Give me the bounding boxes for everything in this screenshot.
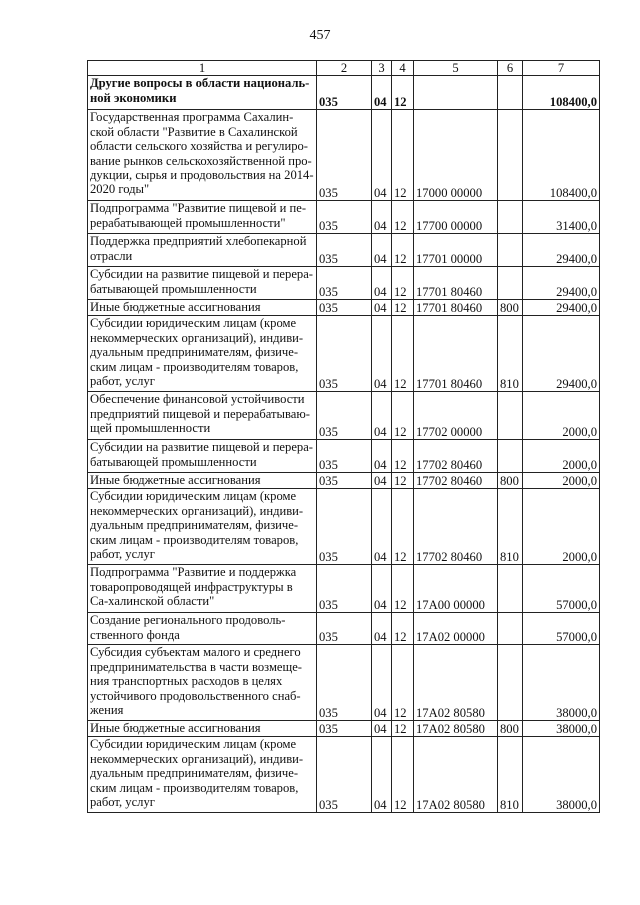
row-name: Государственная программа Сахалин-ской области "Развитие в Сахалинской области сельского хозяйства и регулиро-вание рынков сельскохозяйственной про-дукции, сырья и продовольствия на 2014-2020 годы": [88, 110, 317, 201]
row-amount: 29400,0: [523, 267, 600, 300]
row-expense-type-code: [498, 110, 523, 201]
row-target-code: 17701 80460: [414, 316, 498, 392]
row-ministry-code: 035: [317, 645, 372, 721]
row-expense-type-code: [498, 613, 523, 645]
column-header-target: 5: [414, 61, 498, 76]
row-amount: 57000,0: [523, 565, 600, 613]
row-section-code: 04: [372, 300, 392, 316]
table-row: [88, 737, 600, 813]
row-expense-type-code: 810: [498, 489, 523, 565]
row-target-code: 17701 80460: [414, 267, 498, 300]
row-subsection-code: 12: [392, 737, 414, 813]
row-subsection-code: 12: [392, 613, 414, 645]
row-section-code: 04: [372, 721, 392, 737]
row-name: Иные бюджетные ассигнования: [88, 721, 317, 737]
table-row: [88, 613, 600, 645]
row-section-code: 04: [372, 267, 392, 300]
row-subsection-code: 12: [392, 110, 414, 201]
row-amount: 29400,0: [523, 300, 600, 316]
row-target-code: 17А02 80580: [414, 721, 498, 737]
row-name: Субсидии юридическим лицам (кроме некоммерческих организаций), индиви-дуальным предпринимателям, физиче-ским лицам - производителям товаров, работ, услуг: [88, 489, 317, 565]
row-name: Поддержка предприятий хлебопекарной отрасли: [88, 234, 317, 267]
row-target-code: 17701 00000: [414, 234, 498, 267]
row-name: Другие вопросы в области националь-ной экономики: [88, 76, 317, 110]
table-row: [88, 316, 600, 392]
row-ministry-code: 035: [317, 392, 372, 440]
row-subsection-code: 12: [392, 721, 414, 737]
row-subsection-code: 12: [392, 300, 414, 316]
row-target-code: 17702 80460: [414, 489, 498, 565]
row-amount: 57000,0: [523, 613, 600, 645]
row-amount: 38000,0: [523, 737, 600, 813]
row-expense-type-code: 800: [498, 473, 523, 489]
table-row: [88, 489, 600, 565]
row-expense-type-code: [498, 267, 523, 300]
row-ministry-code: 035: [317, 316, 372, 392]
row-section-code: 04: [372, 613, 392, 645]
row-ministry-code: 035: [317, 234, 372, 267]
row-section-code: 04: [372, 234, 392, 267]
row-section-code: 04: [372, 201, 392, 234]
row-expense-type-code: [498, 645, 523, 721]
row-name: Иные бюджетные ассигнования: [88, 300, 317, 316]
row-expense-type-code: [498, 234, 523, 267]
row-ministry-code: 035: [317, 201, 372, 234]
row-ministry-code: 035: [317, 440, 372, 473]
row-name: Подпрограмма "Развитие и поддержка товаропроводящей инфраструктуры в Са-халинской области": [88, 565, 317, 613]
table-row: [88, 110, 600, 201]
row-expense-type-code: [498, 201, 523, 234]
row-ministry-code: 035: [317, 721, 372, 737]
row-expense-type-code: 810: [498, 316, 523, 392]
row-amount: 2000,0: [523, 473, 600, 489]
row-name: Субсидии на развитие пищевой и перера-батывающей промышленности: [88, 267, 317, 300]
column-header-expense-type: 6: [498, 61, 523, 76]
row-amount: 29400,0: [523, 316, 600, 392]
row-subsection-code: 12: [392, 201, 414, 234]
table-row: [88, 300, 600, 316]
row-expense-type-code: 810: [498, 737, 523, 813]
row-target-code: 17701 80460: [414, 300, 498, 316]
row-expense-type-code: [498, 440, 523, 473]
row-amount: 108400,0: [523, 76, 600, 110]
row-amount: 29400,0: [523, 234, 600, 267]
row-amount: 2000,0: [523, 489, 600, 565]
row-ministry-code: 035: [317, 473, 372, 489]
row-target-code: 17А02 00000: [414, 613, 498, 645]
row-subsection-code: 12: [392, 316, 414, 392]
row-section-code: 04: [372, 440, 392, 473]
row-section-code: 04: [372, 645, 392, 721]
row-section-code: 04: [372, 565, 392, 613]
row-target-code: 17702 80460: [414, 473, 498, 489]
row-target-code: 17А00 00000: [414, 565, 498, 613]
row-section-code: 04: [372, 392, 392, 440]
table-row: [88, 392, 600, 440]
table-row: [88, 645, 600, 721]
row-name: Субсидии на развитие пищевой и перера-батывающей промышленности: [88, 440, 317, 473]
row-name: Подпрограмма "Развитие пищевой и пе-рерабатывающей промышленности": [88, 201, 317, 234]
row-target-code: [414, 76, 498, 110]
table-row: [88, 565, 600, 613]
budget-table: [87, 60, 600, 813]
row-name: Обеспечение финансовой устойчивости предприятий пищевой и перерабатываю-щей промышленности: [88, 392, 317, 440]
row-target-code: 17702 80460: [414, 440, 498, 473]
row-amount: 108400,0: [523, 110, 600, 201]
row-section-code: 04: [372, 110, 392, 201]
row-expense-type-code: [498, 76, 523, 110]
row-name: Субсидии юридическим лицам (кроме некоммерческих организаций), индиви-дуальным предпринимателям, физиче-ским лицам - производителям товаров, работ, услуг: [88, 316, 317, 392]
row-amount: 2000,0: [523, 392, 600, 440]
row-target-code: 17700 00000: [414, 201, 498, 234]
row-section-code: 04: [372, 76, 392, 110]
row-subsection-code: 12: [392, 392, 414, 440]
row-section-code: 04: [372, 489, 392, 565]
row-ministry-code: 035: [317, 267, 372, 300]
row-target-code: 17А02 80580: [414, 645, 498, 721]
row-section-code: 04: [372, 737, 392, 813]
row-ministry-code: 035: [317, 300, 372, 316]
row-amount: 38000,0: [523, 645, 600, 721]
row-subsection-code: 12: [392, 645, 414, 721]
row-target-code: 17А02 80580: [414, 737, 498, 813]
row-expense-type-code: [498, 392, 523, 440]
row-expense-type-code: [498, 565, 523, 613]
row-amount: 31400,0: [523, 201, 600, 234]
row-name: Субсидии юридическим лицам (кроме некоммерческих организаций), индиви-дуальным предпринимателям, физиче-ским лицам - производителям товаров, работ, услуг: [88, 737, 317, 813]
row-ministry-code: 035: [317, 737, 372, 813]
row-ministry-code: 035: [317, 565, 372, 613]
row-expense-type-code: 800: [498, 300, 523, 316]
column-header-subsection: 4: [392, 61, 414, 76]
column-header-name: 1: [88, 61, 317, 76]
table-row: [88, 721, 600, 737]
row-name: Иные бюджетные ассигнования: [88, 473, 317, 489]
row-amount: 38000,0: [523, 721, 600, 737]
row-ministry-code: 035: [317, 489, 372, 565]
table-row: [88, 440, 600, 473]
row-amount: 2000,0: [523, 440, 600, 473]
row-expense-type-code: 800: [498, 721, 523, 737]
column-header-section: 3: [372, 61, 392, 76]
table-row: [88, 473, 600, 489]
row-subsection-code: 12: [392, 489, 414, 565]
table-row: [88, 76, 600, 110]
row-name: Создание регионального продоволь-ственного фонда: [88, 613, 317, 645]
row-target-code: 17702 00000: [414, 392, 498, 440]
row-ministry-code: 035: [317, 613, 372, 645]
table-row: [88, 267, 600, 300]
page-number: 457: [309, 28, 331, 43]
row-name: Субсидия субъектам малого и среднего предпринимательства в части возмеще-ния транспортных расходов в целях устойчивого продовольственного снаб-жения: [88, 645, 317, 721]
row-ministry-code: 035: [317, 76, 372, 110]
column-header-amount: 7: [523, 61, 600, 76]
row-subsection-code: 12: [392, 267, 414, 300]
column-number-header-row: [88, 61, 600, 76]
row-subsection-code: 12: [392, 234, 414, 267]
table-row: [88, 234, 600, 267]
row-subsection-code: 12: [392, 76, 414, 110]
row-section-code: 04: [372, 316, 392, 392]
column-header-ministry: 2: [317, 61, 372, 76]
row-ministry-code: 035: [317, 110, 372, 201]
row-subsection-code: 12: [392, 440, 414, 473]
table-row: [88, 201, 600, 234]
row-section-code: 04: [372, 473, 392, 489]
row-subsection-code: 12: [392, 473, 414, 489]
row-target-code: 17000 00000: [414, 110, 498, 201]
row-subsection-code: 12: [392, 565, 414, 613]
